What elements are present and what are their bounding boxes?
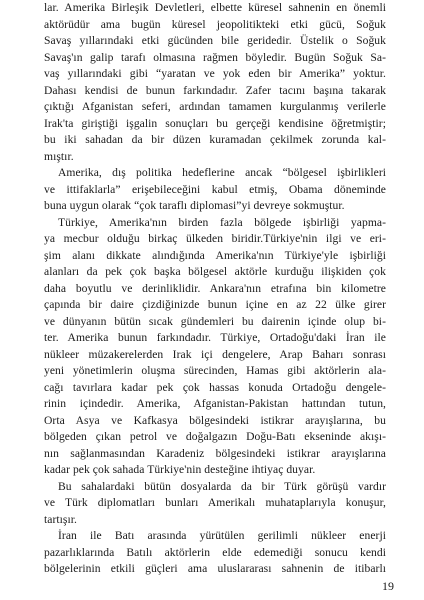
text-line: ve ittifaklarla” erişebileceğini kabul etmiş, Obama döneminde	[44, 182, 386, 196]
body-text	[44, 0, 386, 578]
text-line: alanları da pek çok başka bölgesel aktörle kurduğu ilişkiden çok	[44, 265, 386, 278]
text-line: cağı tavırlara kadar pek çok hassas konuda Ortadoğu dengele-	[44, 380, 386, 394]
text-line: buna uygun olarak “çok taraflı diplomasi”yi devreye sokmuştur.	[44, 199, 345, 212]
page-number: 19	[382, 579, 394, 593]
text-line: Savaş'ın galip tarafı olmasına rağmen böyledir. Bugün Soğuk Sa-	[44, 50, 386, 64]
text-line: çıktığı Afganistan seferi, ardından tamamen kurgulanmış verilerle	[44, 100, 386, 113]
text-line: Savaş yıllarındaki etki gücünden bile geridedir. Üstelik o Soğuk	[44, 34, 386, 47]
text-line: yeni yönetimlerin oluşma sürecinden, Hamas gibi aktörlerin ala-	[44, 364, 386, 377]
text-line: nın sağlanmasından Karadeniz bölgesindeki istikrar arayışlarına	[44, 446, 386, 460]
text-line: mıştır.	[44, 149, 74, 163]
text-line: Bu sahalardaki bütün dosyalarda da bir Türk görüşü vardır	[58, 479, 386, 493]
text-line: ter. Amerika bunun farkındadır. Türkiye, Ortadoğu'daki İran ile	[44, 331, 386, 344]
text-line: bölgeden çıkan petrol ve doğalgazın Doğu-Batı ekseninde akışı-	[44, 430, 386, 443]
text-line: ve dünyanın bütün sıcak gündemleri bu dairenin içinde olup bi-	[44, 314, 386, 328]
text-line: tartışır.	[44, 512, 77, 526]
text-line: çapında bir daire çizdiğinizde bunun içine en az 22 ülke girer	[44, 298, 386, 311]
text-line: kadar pek çok sahada Türkiye'nin desteğine ihtiyaç duyar.	[44, 463, 316, 476]
text-line: bölgelerinin etkili güçleri ama uluslararası sahnenin de itibarlı	[44, 562, 386, 575]
text-line: bu iki sahadan da bir düzen kuramadan çekilmek zorunda kal-	[44, 133, 386, 146]
text-line: Irak'ta giriştiği işgalin sonuçları bu gerçeği kendisine öğretmiştir;	[44, 116, 386, 130]
text-line: İran ile Batı arasında yürütülen gerilimli nükleer enerji	[58, 529, 386, 542]
text-line: aktörüdür ama bugün küresel jeopolitikteki etki gücü, Soğuk	[44, 17, 386, 31]
text-line: Orta Asya ve Kafkasya bölgesindeki istikrar arayışlarına, bu	[44, 413, 386, 427]
text-line: daha boyutlu ve derinliklidir. Ankara'nın etrafına bin kilometre	[44, 281, 386, 295]
text-line: lar. Amerika Birleşik Devletleri, elbette küresel sahnenin en önemli	[44, 1, 386, 14]
text-line: şim alanı dikkate alındığında Amerika'nın Türkiye'yle işbirliği	[44, 248, 386, 262]
text-line: pazarlıklarında Batılı aktörlerin elde edemediği sonucu kendi	[44, 545, 386, 559]
text-line: Türkiye, Amerika'nın birden fazla bölgede işbirliği yapma-	[58, 215, 386, 229]
text-line: nükleer müzakerelerden Irak içi dengelere, Arap Baharı sonrası	[44, 347, 386, 361]
text-line: Dahası kendisi de bunun farkındadır. Zafer tacını başına takarak	[44, 83, 386, 97]
text-line: Amerika, dış politika hedeflerine ancak “bölgesel işbirlikleri	[58, 166, 386, 179]
text-line: ve Türk diplomatları bunları Amerikalı muhataplarıyla konuşur,	[44, 496, 386, 509]
text-line: vaş yıllarındaki gibi “yaratan ve yok eden bir Amerika” yoktur.	[44, 67, 386, 80]
text-line: ya mecbur olduğu birkaç ülkeden biridir.Türkiye'nin ilgi ve eri-	[44, 232, 386, 245]
text-line: rinin içindedir. Amerika, Afganistan-Pakistan hattından tutun,	[44, 397, 386, 410]
